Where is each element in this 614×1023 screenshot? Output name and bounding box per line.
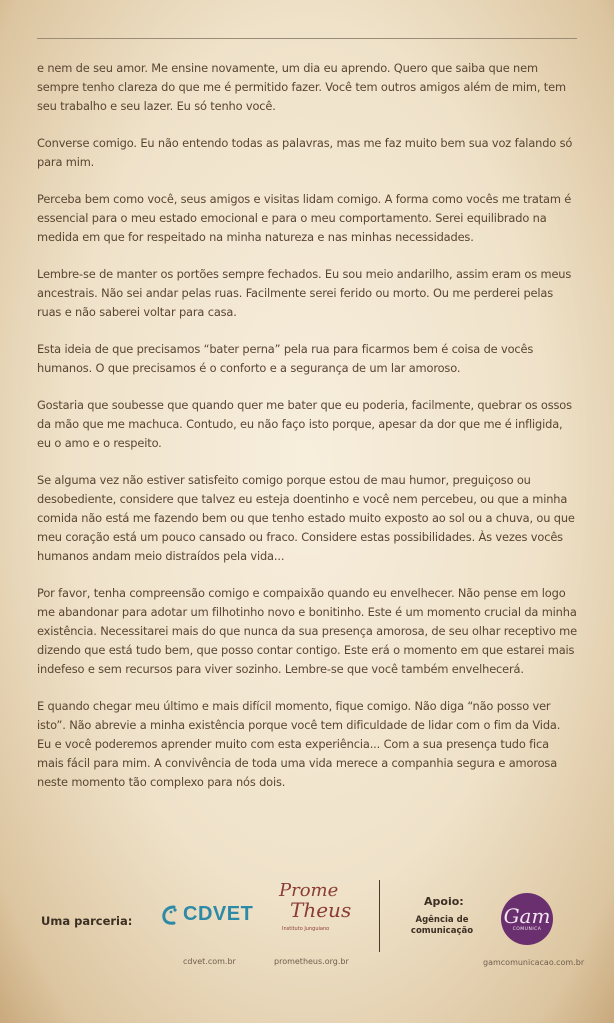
- paragraph: Se alguma vez não estiver satisfeito comigo porque estou de mau humor, preguiçoso ou desobediente, considere que talvez eu esteja doentinho e você nem percebeu, ou que a minha comida não está me fazendo bem ou que tenho estado muito exposto ao sol ou a chuva, ou que meu coração está um pouco cansado ou fraco. Considere estas possibilidades. Às vezes vocês humanos andam meio distraídos pela vida...: [37, 473, 575, 563]
- footer: [0, 870, 614, 980]
- prometheus-logo: [276, 880, 352, 944]
- top-divider: [37, 38, 577, 39]
- paragraph: Esta ideia de que precisamos “bater perna” pela rua para ficarmos bem é coisa de vocês humanos. O que precisamos é o conforto e a segurança de um lar amoroso.: [37, 342, 534, 375]
- support-label: Apoio:: [424, 895, 464, 908]
- prometheus-logo-line1: Prome: [279, 880, 339, 901]
- gam-logo: [501, 893, 553, 945]
- footer-divider: [379, 880, 380, 952]
- gam-logo-sub: COMUNICA: [512, 927, 542, 932]
- paragraph: Por favor, tenha compreensão comigo e compaixão quando eu envelhecer. Não pense em logo me abandonar para adotar um filhotinho novo e bonitinho. Este é um momento crucial da minha existência. Necessitarei mais do que nunca da sua presença amorosa, de seu olhar receptivo me dizendo que está tudo bem, que posso contar contigo. Este erá o momento em que estarei mais indefeso e sem recursos para viver sozinho. Lembre-se que você também envelhecerá.: [37, 586, 577, 676]
- partner-label: Uma parceria:: [41, 914, 133, 928]
- prometheus-link[interactable]: prometheus.org.br: [274, 957, 349, 966]
- cdvet-logo-text: CDVET: [183, 903, 254, 925]
- paragraph: Lembre-se de manter os portões sempre fechados. Eu sou meio andarilho, assim eram os meus ancestrais. Não sei andar pelas ruas. Facilmente serei ferido ou morto. Ou me perderei pelas ruas e não saberei voltar para casa.: [37, 267, 572, 319]
- paragraph: e nem de seu amor. Me ensine novamente, um dia eu aprendo. Quero que saiba que nem sempre tenho clareza do que me é permitido fazer. Você tem outros amigos além de mim, tem seu trabalho e seu lazer. Eu só tenho você.: [37, 61, 566, 113]
- paragraph: Gostaria que soubesse que quando quer me bater que eu poderia, facilmente, quebrar os ossos da mão que me machuca. Contudo, eu não faço isto porque, apesar da dor que me é infligida, eu o amo e o respeito.: [37, 398, 572, 450]
- gam-link[interactable]: gamcomunicacao.com.br: [483, 958, 585, 967]
- gam-logo-text: Gam: [503, 904, 551, 928]
- paragraph: Perceba bem como você, seus amigos e visitas lidam comigo. A forma como vocês me tratam é essencial para o meu estado emocional e para o meu comportamento. Serei equilibrado na medida em que for respeitado na minha natureza e nas minhas necessidades.: [37, 192, 572, 244]
- paragraph: E quando chegar meu último e mais difícil momento, fique comigo. Não diga “não posso ver isto”. Não abrevie a minha existência porque você tem dificuldade de lidar com o fim da Vida. Eu e você poderemos aprender muito com esta experiência... Com a sua presença tudo fica mais fácil para mim. A convivência de toda uma vida merece a companhia segura e amorosa neste momento tão complexo para nós dois.: [37, 699, 561, 789]
- prometheus-logo-line2: Theus: [290, 898, 352, 922]
- prometheus-logo-sub: Instituto Junguiano: [282, 926, 330, 932]
- letter-body: [37, 59, 577, 810]
- cdvet-link[interactable]: cdvet.com.br: [183, 957, 236, 966]
- agency-label: Agência de comunicação: [410, 915, 474, 936]
- paw-icon: [160, 904, 180, 926]
- cdvet-logo: [160, 903, 253, 926]
- paragraph: Converse comigo. Eu não entendo todas as palavras, mas me faz muito bem sua voz falando só para mim.: [37, 136, 573, 169]
